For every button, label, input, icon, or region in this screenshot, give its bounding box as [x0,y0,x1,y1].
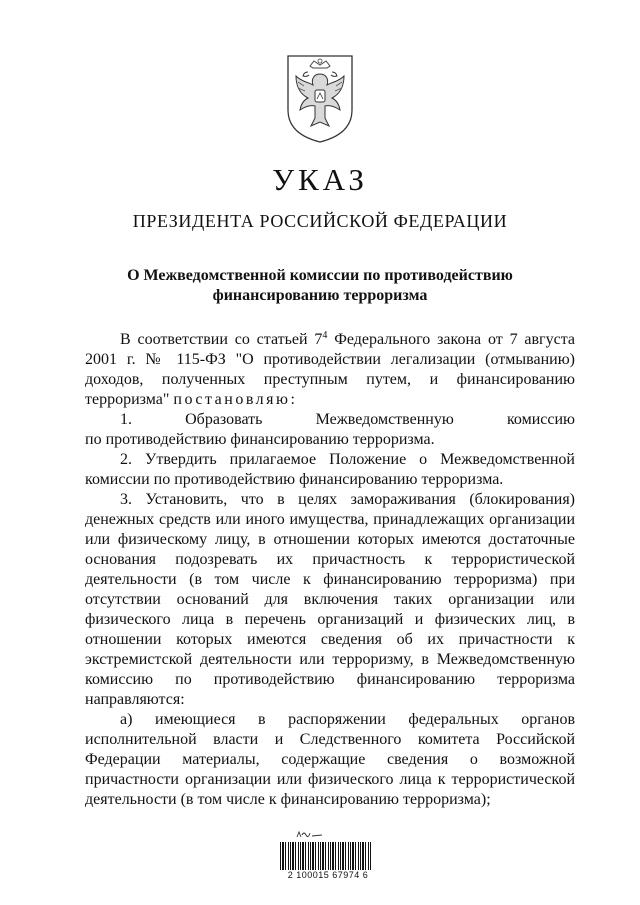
item-3-paragraph: 3. Установить, что в целях замораживания (блокирования) денежных средств или иного имущества, принадлежащих организации или физическому лицу, в отношении которых имеются достаточные основания подозревать их причастность к террористической деятельности (в том числе к финансированию терроризма) при отсутствии оснований для включения таких организации или физического лица в перечень организаций и физических лиц, в отношении которых имеются сведения об их причастности к экстремистской деятельности или терроризму, в Межведомственную комиссию по противодействию финансированию терроризма направляются: [85,491,575,708]
heading-line-2: финансированию терроризма [212,287,428,304]
decree-subtitle: ПРЕЗИДЕНТА РОССИЙСКОЙ ФЕДЕРАЦИИ [132,211,508,231]
heading-line-1: О Межведомственной комиссии по противодействию [127,267,513,284]
preamble-text-end: Федерального закона от 7 августа 2001 г. № 115-ФЗ "О противодействии легализации (отмыванию) доходов, полученных преступным путем, и финансированию терроризма" [85,331,576,408]
barcode [280,842,372,870]
article-superscript: 4 [322,330,328,341]
decree-body [85,330,575,810]
item-2-paragraph: 2. Утвердить прилагаемое Положение о Межведомственной комиссии по противодействию финансированию терроризма. [85,451,575,488]
decree-keyword: постановляю: [173,391,298,408]
coat-of-arms-icon [284,52,356,144]
item-1-line-2: по противодействию финансированию терроризма. [85,431,435,448]
barcode-number: 2 100015 67974 6 [287,870,369,880]
preamble-paragraph [85,330,575,410]
signature-mark-icon [283,826,373,840]
item-1-line-1: 1. Образовать Межведомственную комиссию [120,411,575,428]
preamble-text-start: В соответствии со статьей 7 [120,331,323,348]
decree-heading [110,266,530,306]
decree-title: УКАЗ [272,162,368,197]
item-3a-paragraph: а) имеющиеся в распоряжении федеральных органов исполнительной власти и Следственного комитета Российской Федерации материалы, содержащие сведения о возможной причастности организации или физического лица к террористической деятельности (в том числе к финансированию терроризма); [85,711,575,808]
